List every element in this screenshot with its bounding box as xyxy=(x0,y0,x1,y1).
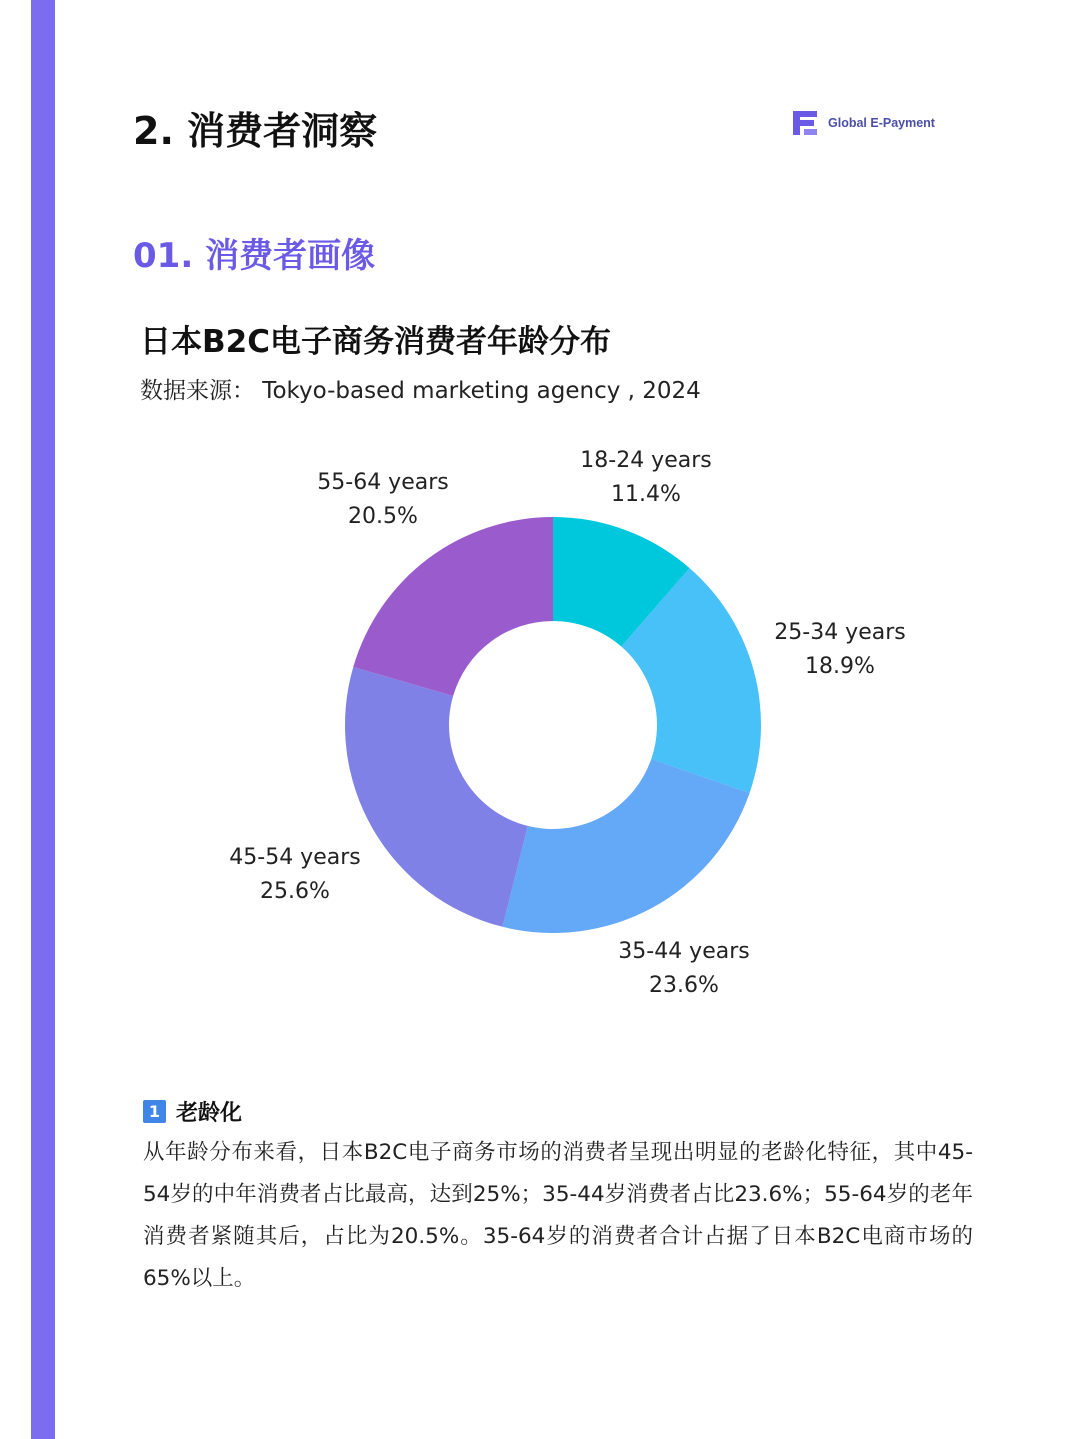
section-title: 01. 消费者画像 xyxy=(133,236,376,276)
chart-title: 日本B2C电子商务消费者年龄分布 xyxy=(140,324,611,360)
slice-value-label: 25.6% xyxy=(260,879,330,904)
note-body: 从年龄分布来看，日本B2C电子商务市场的消费者呈现出明显的老龄化特征，其中45-54岁的中年消费者占比最高，达到25%；35-44岁消费者占比23.6%；55-64岁的老年消费者紧随其后，占比为20.5%。35-64岁的消费者合计占据了日本B2C电商市场的65%以上。 xyxy=(143,1140,973,1291)
page-title: 2. 消费者洞察 xyxy=(133,109,378,153)
donut-slice-35-44-years xyxy=(503,759,750,933)
slice-value-label: 23.6% xyxy=(649,973,719,998)
slice-category-label: 35-44 years xyxy=(618,939,750,964)
note-heading xyxy=(143,1096,242,1127)
note-number-badge: 1 xyxy=(143,1100,166,1123)
slice-value-label: 20.5% xyxy=(348,504,418,529)
slice-value-label: 11.4% xyxy=(611,482,681,507)
chart-source: 数据来源： Tokyo-based marketing agency , 2024 xyxy=(140,378,701,404)
brand-name: Global E-Payment xyxy=(828,116,935,130)
slice-category-label: 25-34 years xyxy=(774,620,906,645)
slice-value-label: 18.9% xyxy=(805,654,875,679)
slice-category-label: 55-64 years xyxy=(317,470,449,495)
donut-slice-45-54-years xyxy=(345,667,528,927)
slice-category-label: 45-54 years xyxy=(229,845,361,870)
slice-category-label: 18-24 years xyxy=(580,448,712,473)
donut-slice-55-64-years xyxy=(353,517,553,696)
note-title: 老龄化 xyxy=(176,1101,243,1126)
